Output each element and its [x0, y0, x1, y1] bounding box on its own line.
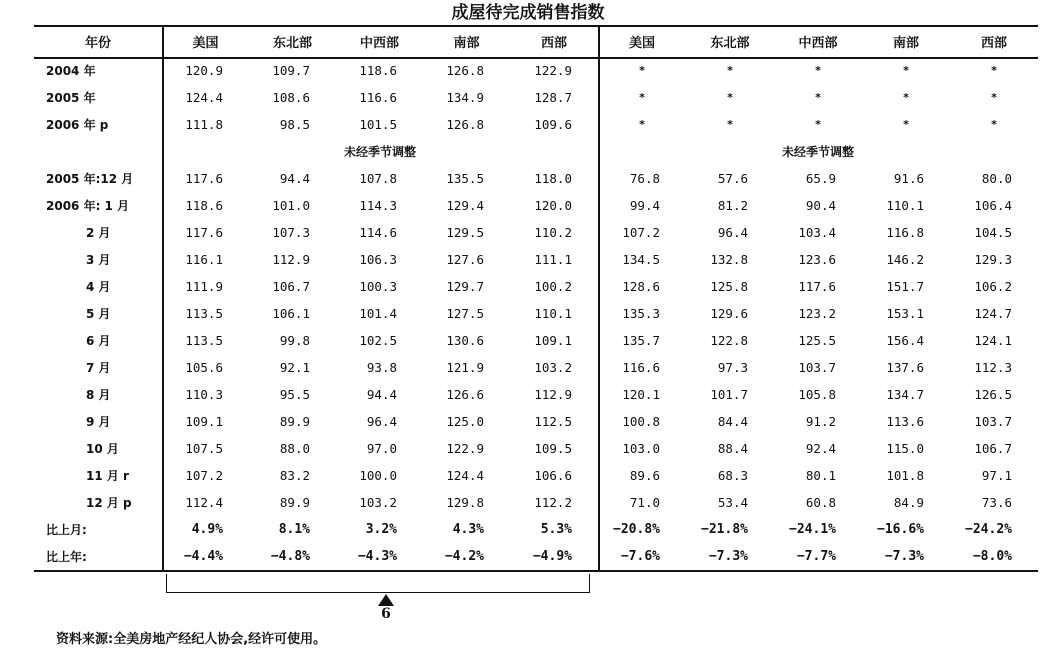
value-cell: 151.7	[886, 279, 924, 294]
value-cell: 106.7	[272, 279, 310, 294]
header-cell: 南部	[892, 35, 919, 51]
value-cell: 101.5	[359, 117, 397, 132]
row-label: 2005 年:12 月	[46, 172, 134, 186]
value-cell: 134.5	[622, 252, 660, 267]
value-cell: 106.7	[974, 441, 1012, 456]
value-cell: −4.3%	[357, 549, 397, 564]
value-cell: 129.6	[710, 306, 748, 321]
value-cell: 126.5	[974, 387, 1012, 402]
value-cell: *	[990, 118, 998, 131]
row-label: 2006 年: 1 月	[46, 199, 130, 213]
table-row	[34, 219, 1038, 246]
value-cell: 112.5	[534, 414, 572, 429]
value-cell: 120.9	[185, 63, 223, 78]
value-cell: −7.6%	[620, 549, 660, 564]
value-cell: 98.5	[279, 117, 310, 132]
value-cell: 129.3	[974, 252, 1012, 267]
value-cell: 116.8	[886, 225, 924, 240]
value-cell: 88.0	[279, 441, 310, 456]
value-cell: 80.1	[805, 468, 836, 483]
value-cell: 60.8	[805, 495, 836, 510]
value-cell: *	[814, 64, 822, 77]
value-cell: 117.6	[798, 279, 836, 294]
value-cell: 129.5	[446, 225, 484, 240]
value-cell: 132.8	[710, 252, 748, 267]
value-cell: 117.6	[185, 171, 223, 186]
value-cell: 94.4	[279, 171, 310, 186]
note-right: 未经季节调整	[781, 145, 854, 159]
value-cell: 113.6	[886, 414, 924, 429]
value-cell: 130.6	[446, 333, 484, 348]
row-label: 比上月:	[46, 523, 87, 537]
header-cell: 年份	[84, 35, 111, 51]
header-cell: 中西部	[798, 35, 838, 51]
value-cell: *	[726, 91, 734, 104]
value-cell: 129.4	[446, 198, 484, 213]
value-cell: 90.4	[805, 198, 836, 213]
value-cell: 101.7	[710, 387, 748, 402]
value-cell: 92.1	[279, 360, 310, 375]
up-arrow-icon	[378, 594, 394, 606]
pending-home-sales-table	[34, 25, 1038, 570]
value-cell: −20.8%	[613, 522, 660, 537]
value-cell: 103.7	[798, 360, 836, 375]
value-cell: *	[990, 91, 998, 104]
value-cell: 101.4	[359, 306, 397, 321]
row-label: 11 月 r	[86, 469, 129, 483]
value-cell: 111.9	[185, 279, 223, 294]
value-cell: 106.2	[974, 279, 1012, 294]
table-row	[34, 300, 1038, 327]
value-cell: 101.0	[272, 198, 310, 213]
value-cell: 107.2	[185, 468, 223, 483]
value-cell: 73.6	[981, 495, 1012, 510]
value-cell: *	[902, 64, 910, 77]
value-cell: 125.5	[798, 333, 836, 348]
value-cell: 123.6	[798, 252, 836, 267]
header-cell: 中西部	[359, 35, 399, 51]
header-cell: 美国	[192, 35, 219, 51]
value-cell: 116.6	[622, 360, 660, 375]
value-cell: *	[638, 64, 646, 77]
header-cell: 西部	[540, 35, 567, 51]
value-cell: 126.6	[446, 387, 484, 402]
header-cell: 美国	[628, 35, 655, 51]
row-label: 5 月	[86, 307, 111, 321]
table-row	[34, 381, 1038, 408]
value-cell: 107.3	[272, 225, 310, 240]
table-row	[34, 192, 1038, 219]
value-cell: 91.2	[805, 414, 836, 429]
value-cell: −4.8%	[270, 549, 310, 564]
table-row	[34, 462, 1038, 489]
value-cell: 105.8	[798, 387, 836, 402]
value-cell: −7.7%	[796, 549, 836, 564]
value-cell: 8.1%	[278, 522, 310, 537]
empty-cell	[34, 138, 162, 165]
value-cell: 91.6	[893, 171, 924, 186]
value-cell: 111.8	[185, 117, 223, 132]
value-cell: 122.9	[446, 441, 484, 456]
value-cell: 110.2	[534, 225, 572, 240]
value-cell: 106.1	[272, 306, 310, 321]
value-cell: 99.4	[629, 198, 660, 213]
value-cell: 134.7	[886, 387, 924, 402]
value-cell: 110.1	[534, 306, 572, 321]
row-label: 比上年:	[46, 550, 87, 564]
row-label: 2004 年	[46, 64, 96, 78]
value-cell: 124.4	[185, 90, 223, 105]
value-cell: 103.7	[974, 414, 1012, 429]
value-cell: 120.0	[534, 198, 572, 213]
value-cell: 118.6	[185, 198, 223, 213]
note-left: 未经季节调整	[343, 145, 416, 159]
value-cell: 113.5	[185, 306, 223, 321]
value-cell: 95.5	[279, 387, 310, 402]
header-row	[34, 25, 1038, 57]
value-cell: 124.4	[446, 468, 484, 483]
table-row	[34, 246, 1038, 273]
summary-row	[34, 543, 1038, 570]
table-row	[34, 408, 1038, 435]
row-label: 6 月	[86, 334, 111, 348]
value-cell: *	[814, 118, 822, 131]
value-cell: 109.1	[185, 414, 223, 429]
value-cell: 88.4	[717, 441, 748, 456]
row-label: 8 月	[86, 388, 111, 402]
table-row	[34, 489, 1038, 516]
row-label: 12 月 p	[86, 496, 132, 510]
value-cell: 3.2%	[365, 522, 397, 537]
value-cell: 103.4	[798, 225, 836, 240]
row-label: 4 月	[86, 280, 111, 294]
value-cell: 118.0	[534, 171, 572, 186]
row-label: 10 月	[86, 442, 119, 456]
value-cell: 134.9	[446, 90, 484, 105]
value-cell: 57.6	[717, 171, 748, 186]
value-cell: *	[902, 118, 910, 131]
value-cell: 127.6	[446, 252, 484, 267]
value-cell: 116.6	[359, 90, 397, 105]
row-label: 2006 年 p	[46, 118, 109, 132]
table-title: 成屋待完成销售指数	[451, 3, 605, 23]
bottom-rule	[34, 570, 1038, 572]
value-cell: 97.1	[981, 468, 1012, 483]
value-cell: 112.3	[974, 360, 1012, 375]
value-cell: 110.1	[886, 198, 924, 213]
value-cell: 109.5	[534, 441, 572, 456]
value-cell: −4.2%	[444, 549, 484, 564]
row-label: 2 月	[86, 226, 111, 240]
value-cell: 84.4	[717, 414, 748, 429]
value-cell: *	[726, 64, 734, 77]
adjustment-note-row	[34, 138, 1038, 165]
value-cell: −21.8%	[701, 522, 748, 537]
value-cell: 81.2	[717, 198, 748, 213]
value-cell: 100.2	[534, 279, 572, 294]
value-cell: 109.7	[272, 63, 310, 78]
row-label: 3 月	[86, 253, 111, 267]
value-cell: 114.6	[359, 225, 397, 240]
value-cell: −7.3%	[708, 549, 748, 564]
value-cell: 99.8	[279, 333, 310, 348]
value-cell: −4.4%	[183, 549, 223, 564]
value-cell: 96.4	[366, 414, 397, 429]
table-row	[34, 273, 1038, 300]
value-cell: 89.9	[279, 495, 310, 510]
value-cell: 103.2	[534, 360, 572, 375]
value-cell: 109.6	[534, 117, 572, 132]
value-cell: 127.5	[446, 306, 484, 321]
value-cell: 97.3	[717, 360, 748, 375]
value-cell: 101.8	[886, 468, 924, 483]
summary-row	[34, 516, 1038, 543]
value-cell: 123.2	[798, 306, 836, 321]
value-cell: −4.9%	[532, 549, 572, 564]
value-cell: 100.0	[359, 468, 397, 483]
value-cell: 126.8	[446, 63, 484, 78]
value-cell: 107.8	[359, 171, 397, 186]
value-cell: 129.7	[446, 279, 484, 294]
value-cell: 94.4	[366, 387, 397, 402]
table-row	[34, 165, 1038, 192]
value-cell: 102.5	[359, 333, 397, 348]
value-cell: 4.9%	[191, 522, 223, 537]
value-cell: 53.4	[717, 495, 748, 510]
table-row	[34, 435, 1038, 462]
value-cell: 65.9	[805, 171, 836, 186]
value-cell: −8.0%	[972, 549, 1012, 564]
value-cell: 112.9	[272, 252, 310, 267]
value-cell: 111.1	[534, 252, 572, 267]
value-cell: −7.3%	[884, 549, 924, 564]
value-cell: 135.3	[622, 306, 660, 321]
value-cell: 156.4	[886, 333, 924, 348]
value-cell: 125.0	[446, 414, 484, 429]
value-cell: 124.7	[974, 306, 1012, 321]
value-cell: 128.7	[534, 90, 572, 105]
value-cell: 76.8	[629, 171, 660, 186]
value-cell: 106.4	[974, 198, 1012, 213]
value-cell: 137.6	[886, 360, 924, 375]
value-cell: 153.1	[886, 306, 924, 321]
value-cell: 107.2	[622, 225, 660, 240]
row-label: 9 月	[86, 415, 111, 429]
value-cell: 135.7	[622, 333, 660, 348]
table-row	[34, 84, 1038, 111]
value-cell: 84.9	[893, 495, 924, 510]
value-cell: 135.5	[446, 171, 484, 186]
header-cell: 南部	[453, 35, 480, 51]
header-cell: 东北部	[710, 35, 750, 51]
header-cell: 西部	[980, 35, 1007, 51]
value-cell: 105.6	[185, 360, 223, 375]
value-cell: 112.9	[534, 387, 572, 402]
value-cell: 118.6	[359, 63, 397, 78]
value-cell: 71.0	[629, 495, 660, 510]
value-cell: 80.0	[981, 171, 1012, 186]
table-row	[34, 354, 1038, 381]
page-number: 6	[381, 606, 391, 622]
row-label: 7 月	[86, 361, 111, 375]
bracket-annotation	[166, 574, 590, 593]
value-cell: 103.0	[622, 441, 660, 456]
value-cell: 100.8	[622, 414, 660, 429]
header-cell: 东北部	[272, 35, 312, 51]
value-cell: 114.3	[359, 198, 397, 213]
value-cell: 120.1	[622, 387, 660, 402]
value-cell: 106.6	[534, 468, 572, 483]
value-cell: 121.9	[446, 360, 484, 375]
value-cell: −24.2%	[965, 522, 1012, 537]
value-cell: 4.3%	[452, 522, 484, 537]
row-label: 2005 年	[46, 91, 96, 105]
value-cell: 104.5	[974, 225, 1012, 240]
value-cell: 92.4	[805, 441, 836, 456]
value-cell: 68.3	[717, 468, 748, 483]
value-cell: 122.9	[534, 63, 572, 78]
value-cell: 96.4	[717, 225, 748, 240]
value-cell: 126.8	[446, 117, 484, 132]
value-cell: 115.0	[886, 441, 924, 456]
table-body	[34, 25, 1038, 570]
value-cell: *	[814, 91, 822, 104]
value-cell: 97.0	[366, 441, 397, 456]
value-cell: 112.4	[185, 495, 223, 510]
value-cell: 117.6	[185, 225, 223, 240]
value-cell: 89.9	[279, 414, 310, 429]
value-cell: *	[990, 64, 998, 77]
value-cell: 122.8	[710, 333, 748, 348]
value-cell: *	[638, 118, 646, 131]
value-cell: 125.8	[710, 279, 748, 294]
value-cell: 116.1	[185, 252, 223, 267]
value-cell: 83.2	[279, 468, 310, 483]
value-cell: *	[726, 118, 734, 131]
value-cell: 89.6	[629, 468, 660, 483]
value-cell: 110.3	[185, 387, 223, 402]
table-row	[34, 111, 1038, 138]
table-row	[34, 57, 1038, 84]
value-cell: −16.6%	[877, 522, 924, 537]
value-cell: 112.2	[534, 495, 572, 510]
value-cell: 146.2	[886, 252, 924, 267]
value-cell: 129.8	[446, 495, 484, 510]
value-cell: 5.3%	[540, 522, 572, 537]
value-cell: 93.8	[366, 360, 397, 375]
value-cell: 108.6	[272, 90, 310, 105]
table-row	[34, 327, 1038, 354]
value-cell: 103.2	[359, 495, 397, 510]
value-cell: 128.6	[622, 279, 660, 294]
value-cell: 113.5	[185, 333, 223, 348]
value-cell: 106.3	[359, 252, 397, 267]
value-cell: 107.5	[185, 441, 223, 456]
value-cell: 100.3	[359, 279, 397, 294]
value-cell: −24.1%	[789, 522, 836, 537]
value-cell: 109.1	[534, 333, 572, 348]
value-cell: *	[638, 91, 646, 104]
value-cell: *	[902, 91, 910, 104]
source-note: 资料来源:全美房地产经纪人协会,经许可使用。	[56, 632, 327, 647]
value-cell: 124.1	[974, 333, 1012, 348]
